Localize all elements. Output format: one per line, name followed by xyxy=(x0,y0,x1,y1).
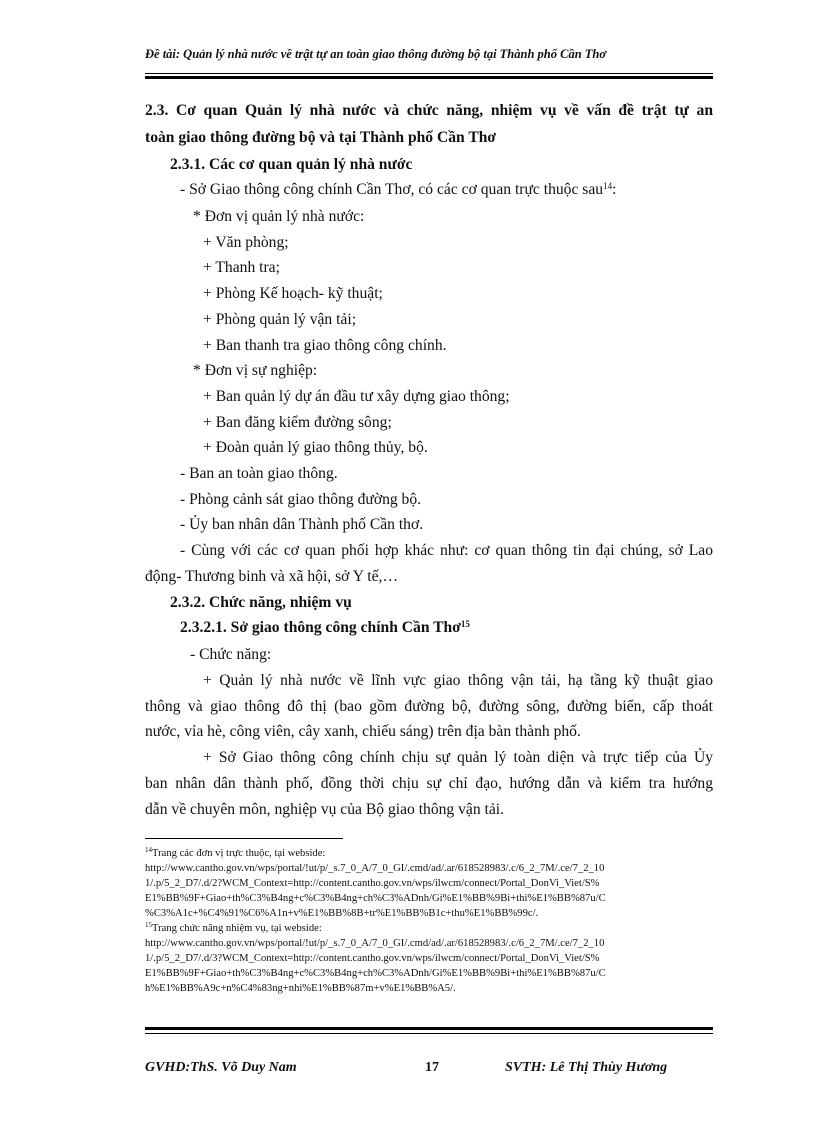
footer-student: SVTH: Lê Thị Thùy Hương xyxy=(505,1060,668,1075)
footnote-14-url[interactable]: %C3%A1c+%C4%91%C6%A1n+v%E1%BB%8B+tr%E1%BB%B1c+thu%E1%BB%99c/. xyxy=(145,908,539,919)
subsection-heading-2-3-1: 2.3.1. Các cơ quan quản lý nhà nước xyxy=(170,156,413,173)
footer-advisor: GVHD:ThS. Võ Duy Nam xyxy=(145,1060,297,1075)
coop-line1: - Cùng với các cơ quan phối hợp khác như: cơ quan thông tin đại chúng, sở Lao xyxy=(180,542,713,559)
list-item: + Ban đăng kiểm đường sông; xyxy=(203,414,392,431)
header-rule-thin xyxy=(145,73,713,74)
para2-line2: ban nhân dân thành phố, đồng thời chịu sự chỉ đạo, hướng dẫn và kiểm tra hướng xyxy=(145,775,713,792)
footnote-14-label: Trang các đơn vị trực thuộc, tại webside: xyxy=(152,848,326,859)
intro-colon: : xyxy=(612,181,617,198)
intro-line xyxy=(180,180,616,200)
subsection-heading-2-3-2-1 xyxy=(180,618,470,638)
footnote-separator xyxy=(145,838,343,839)
group2-title: * Đơn vị sự nghiệp: xyxy=(193,362,318,379)
footnote-14-number: 14 xyxy=(145,846,152,854)
list-item: + Ban quản lý dự án đầu tư xây dựng giao thông; xyxy=(203,388,510,405)
footnote-15-url[interactable]: http://www.cantho.gov.vn/wps/portal/!ut/p/_s.7_0_A/7_0_GI/.cmd/ad/.ar/618528983/.c/6_2_7M/.ce/7_2_10 xyxy=(145,938,605,949)
footnote-ref-15[interactable]: 15 xyxy=(460,619,470,629)
para1-line2: thông và giao thông đô thị (bao gồm đường bộ, đường sông, đường biển, cấp thoát xyxy=(145,698,713,715)
footnote-15-number: 15 xyxy=(145,921,152,929)
list-item: - Ban an toàn giao thông. xyxy=(180,465,338,482)
footer-rule-thin xyxy=(145,1033,713,1034)
header-rule-thick xyxy=(145,76,713,79)
list-item: + Phòng Kế hoạch- kỹ thuật; xyxy=(203,285,383,302)
list-item: + Văn phòng; xyxy=(203,234,289,251)
list-item: + Phòng quản lý vận tải; xyxy=(203,311,357,328)
para1-line3: nước, vỉa hè, công viên, cây xanh, chiếu sáng) trên địa bàn thành phố. xyxy=(145,723,581,740)
section-heading-line1: 2.3. Cơ quan Quản lý nhà nước và chức năng, nhiệm vụ về vấn đề trật tự an xyxy=(145,102,713,119)
subsection-2-3-2-1-text: 2.3.2.1. Sở giao thông công chính Cần Thơ xyxy=(180,619,461,636)
para2-line1: + Sở Giao thông công chính chịu sự quản lý toàn diện và trực tiếp của Ủy xyxy=(203,749,713,766)
footer-rule-thick xyxy=(145,1027,713,1030)
list-item: + Ban thanh tra giao thông công chính. xyxy=(203,337,447,354)
intro-text: - Sở Giao thông công chính Cần Thơ, có các cơ quan trực thuộc sau xyxy=(180,181,604,198)
list-item: + Thanh tra; xyxy=(203,259,280,276)
footnote-ref-14[interactable]: 14 xyxy=(603,181,613,191)
list-item: - Ủy ban nhân dân Thành phố Cần thơ. xyxy=(180,516,424,533)
coop-line2: động- Thương binh và xã hội, sở Y tế,… xyxy=(145,568,399,585)
subsection-heading-2-3-2: 2.3.2. Chức năng, nhiệm vụ xyxy=(170,594,352,611)
footnote-14-url[interactable]: http://www.cantho.gov.vn/wps/portal/!ut/p/_s.7_0_A/7_0_GI/.cmd/ad/.ar/618528983/.c/6_2_7M/.ce/7_2_10 xyxy=(145,863,605,874)
footnote-15-line xyxy=(145,922,322,936)
footnote-14-url[interactable]: 1/.p/5_2_D7/.d/2?WCM_Context=http://content.cantho.gov.vn/wps/ilwcm/connect/Portal_DonVi_Viet/S% xyxy=(145,878,600,889)
header-title: Đề tài: Quản lý nhà nước về trật tự an toàn giao thông đường bộ tại Thành phố Cần Thơ xyxy=(145,47,607,61)
group1-title: * Đơn vị quản lý nhà nước: xyxy=(193,208,365,225)
function-label: - Chức năng: xyxy=(190,646,272,663)
para2-line3: dẫn về chuyên môn, nghiệp vụ của Bộ giao thông vận tải. xyxy=(145,801,505,818)
list-item: + Đoàn quản lý giao thông thủy, bộ. xyxy=(203,439,428,456)
para1-line1: + Quản lý nhà nước về lĩnh vực giao thông vận tải, hạ tầng kỹ thuật giao xyxy=(203,672,713,689)
footnote-15-url[interactable]: E1%BB%9F+Giao+th%C3%B4ng+c%C3%B4ng+ch%C3%ADnh/Gi%E1%BB%9Bi+thi%E1%BB%87u/C xyxy=(145,968,606,979)
footnote-14-url[interactable]: E1%BB%9F+Giao+th%C3%B4ng+c%C3%B4ng+ch%C3%ADnh/Gi%E1%BB%9Bi+thi%E1%BB%87u/C xyxy=(145,893,606,904)
list-item: - Phòng cảnh sát giao thông đường bộ. xyxy=(180,491,422,508)
footnote-15-label: Trang chức năng nhiệm vụ, tại webside: xyxy=(152,923,322,934)
footnote-15-url[interactable]: 1/.p/5_2_D7/.d/3?WCM_Context=http://content.cantho.gov.vn/wps/ilwcm/connect/Portal_DonVi_Viet/S% xyxy=(145,953,600,964)
footer-page-number: 17 xyxy=(425,1060,439,1075)
section-heading-line2: toàn giao thông đường bộ và tại Thành phố Cần Thơ xyxy=(145,129,497,146)
footnote-15-url[interactable]: h%E1%BB%A9c+n%C4%83ng+nhi%E1%BB%87m+v%E1%BB%A5/. xyxy=(145,983,456,994)
footnote-14-line xyxy=(145,847,325,861)
